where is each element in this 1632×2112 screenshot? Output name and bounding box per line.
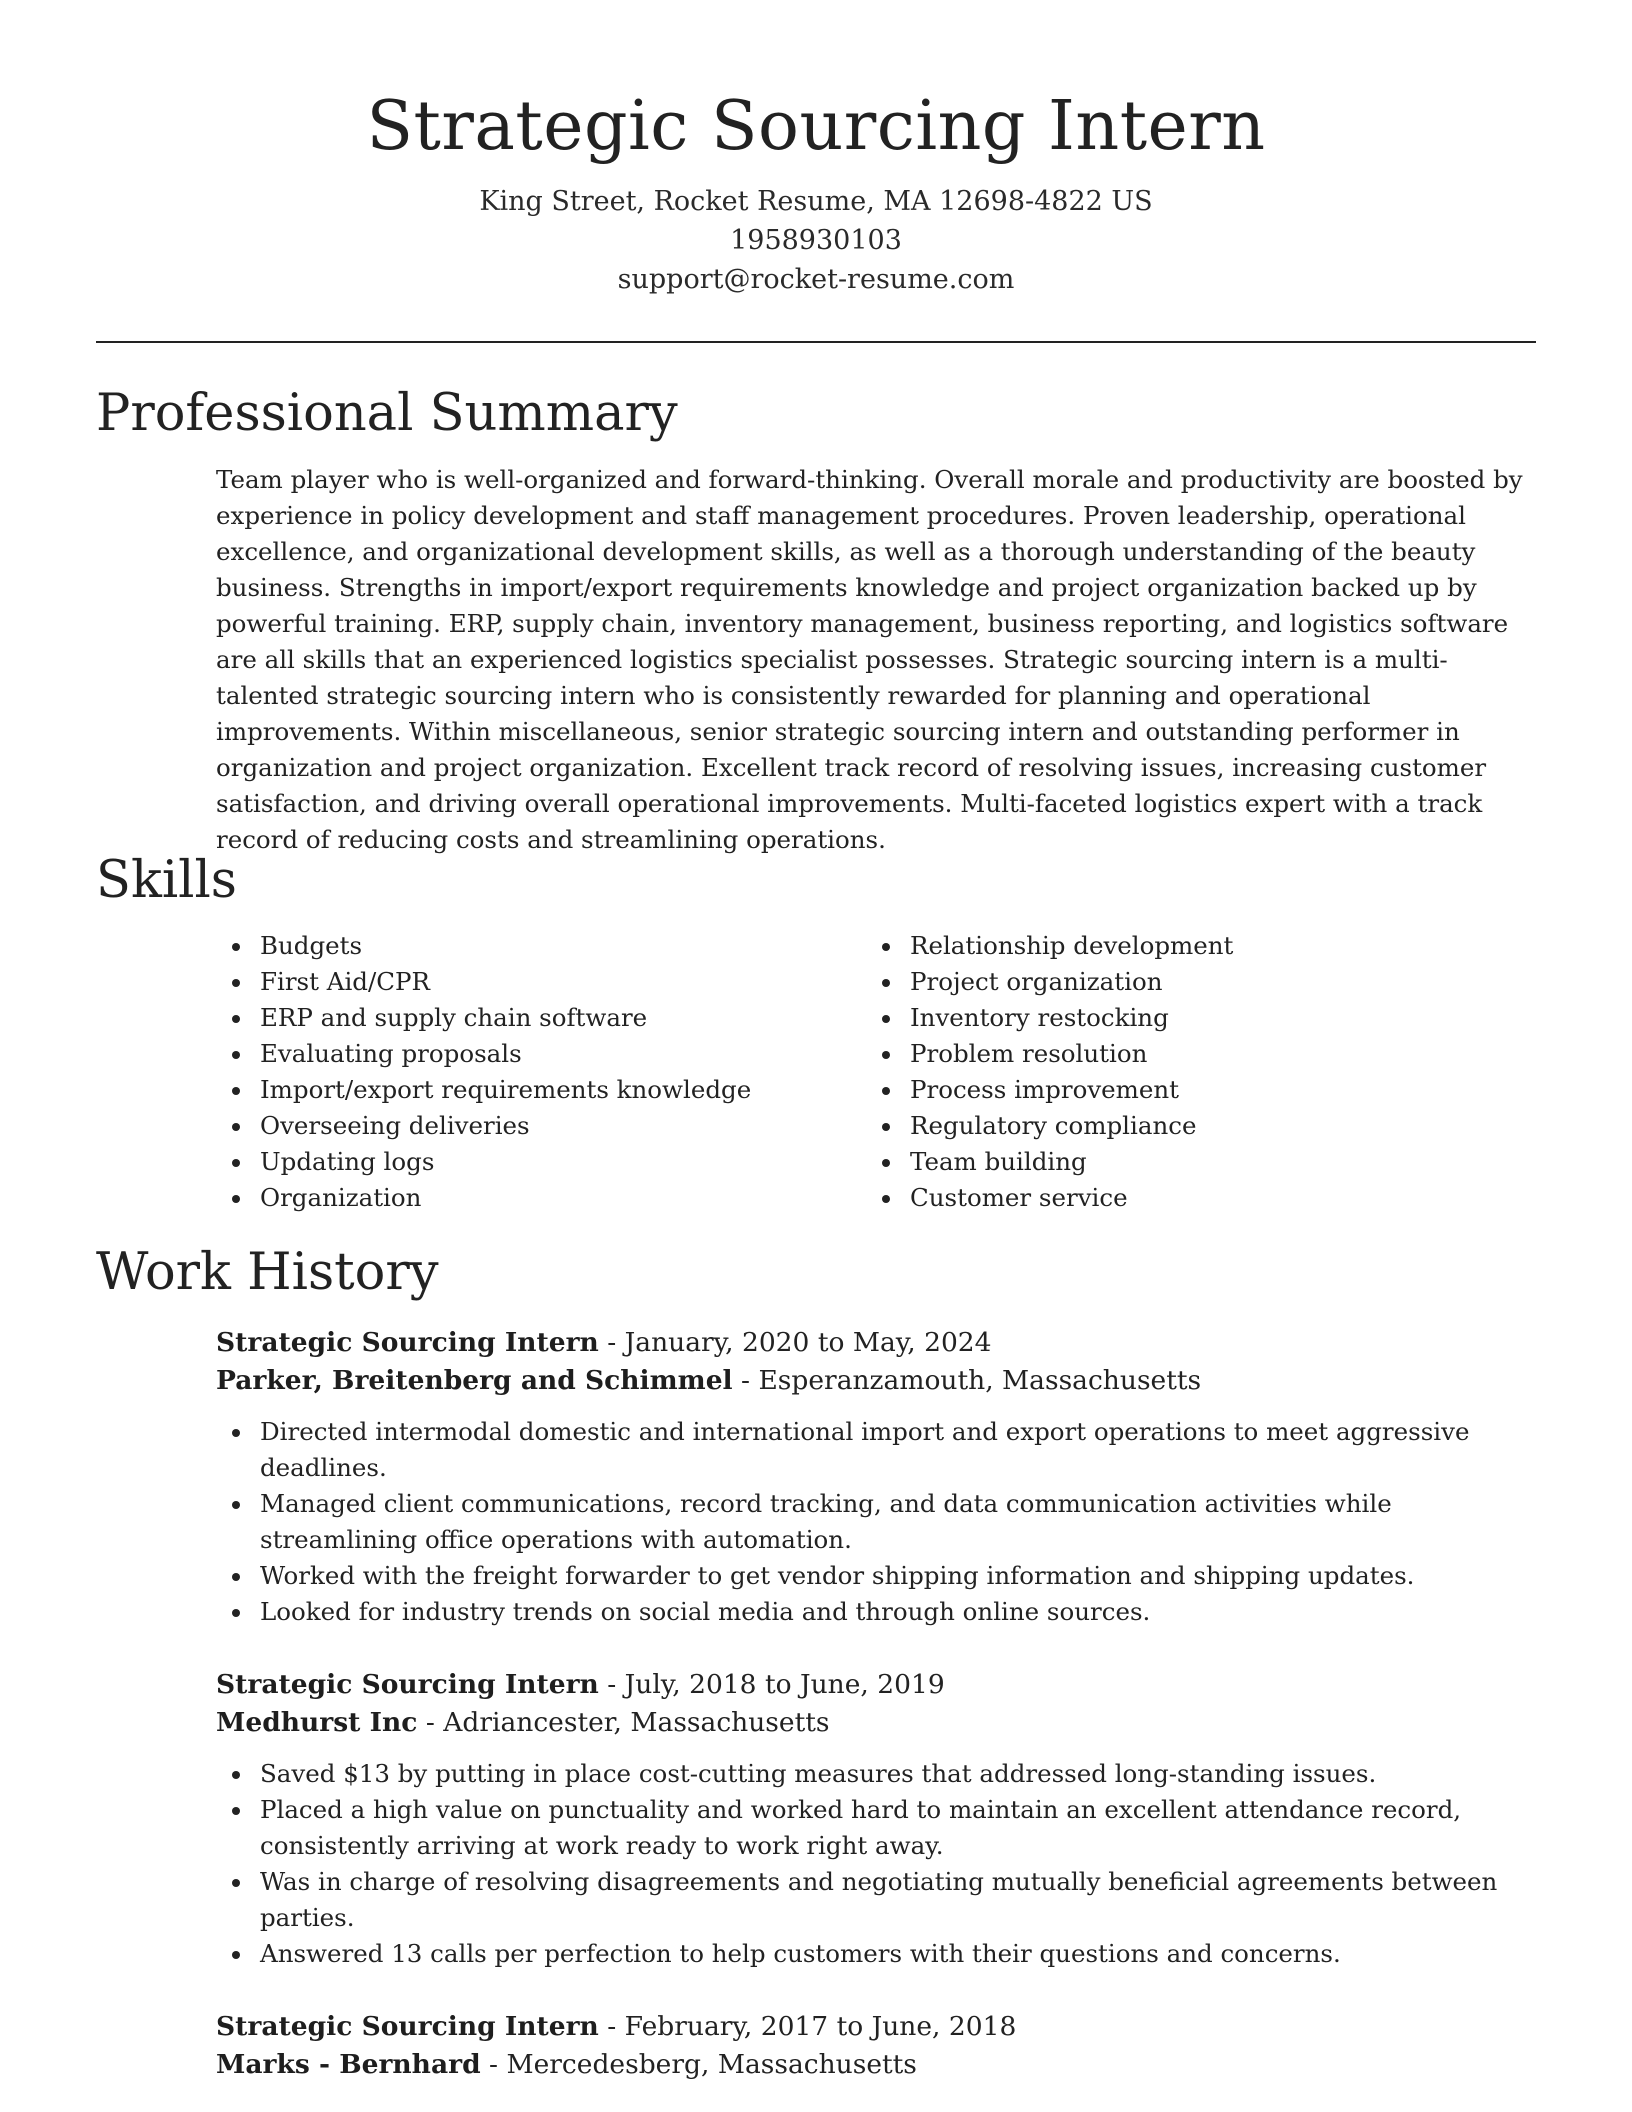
separator: - xyxy=(598,1669,625,1700)
job-company-line xyxy=(216,1362,1542,1400)
skill-item: Customer service xyxy=(910,1180,1486,1216)
skills-heading: Skills xyxy=(96,851,237,910)
separator: - xyxy=(480,2049,507,2080)
skill-item: First Aid/CPR xyxy=(260,964,836,1000)
separator: - xyxy=(732,1365,759,1396)
job-company-line xyxy=(216,2046,1542,2084)
phone: 1958930103 xyxy=(730,225,902,256)
address: King Street, Rocket Resume, MA 12698-4822 US xyxy=(479,186,1153,217)
summary-text: Team player who is well-organized and forward-thinking. Overall morale and productivity are boosted by experience in policy development and staff management procedures. Proven leadership, operational excellence, and organizational development skills, as well as a thorough understanding of the beauty business. Strengths in import/export requirements knowledge and project organization backed up by powerful training. ERP, supply chain, inventory management, business reporting, and logistics software are all skills that an experienced logistics specialist possesses. Strategic sourcing intern is a multi-talented strategic sourcing intern who is consistently rewarded for planning and operational improvements. Within miscellaneous, senior strategic sourcing intern and outstanding performer in organization and project organization. Excellent track record of resolving issues, increasing customer satisfaction, and driving overall operational improvements. Multi-faceted logistics expert with a track record of reducing costs and streamlining operations. xyxy=(216,465,1523,854)
job-bullet: Saved $13 by putting in place cost-cutting measures that addressed long-standing issues. xyxy=(260,1756,1542,1792)
job-company: Medhurst Inc xyxy=(216,1707,418,1738)
email: support@rocket-resume.com xyxy=(617,264,1015,295)
job-location: Mercedesberg, Massachusetts xyxy=(506,2049,917,2080)
job-title: Strategic Sourcing Intern xyxy=(216,1327,599,1358)
job-dates: February, 2017 to June, 2018 xyxy=(624,2011,1017,2042)
separator: - xyxy=(417,1707,444,1738)
skill-item: Relationship development xyxy=(910,928,1486,964)
job-bullet: Managed client communications, record tracking, and data communication activities while streamlining office operations with automation. xyxy=(260,1486,1542,1558)
job-dates: July, 2018 to June, 2019 xyxy=(624,1669,945,1700)
skill-item: Problem resolution xyxy=(910,1036,1486,1072)
job-title-line xyxy=(216,1666,1542,1704)
skill-item: Overseeing deliveries xyxy=(260,1108,836,1144)
job-title-line xyxy=(216,2008,1542,2046)
skill-item: Team building xyxy=(910,1144,1486,1180)
job-bullet: Placed a high value on punctuality and worked hard to maintain an excellent attendance record, consistently arriving at work ready to work right away. xyxy=(260,1792,1542,1864)
job-dates: January, 2020 to May, 2024 xyxy=(624,1327,992,1358)
resume-header xyxy=(96,84,1536,299)
candidate-name: Strategic Sourcing Intern xyxy=(366,87,1266,166)
header-divider xyxy=(96,341,1536,343)
job-bullet: Looked for industry trends on social media and through online sources. xyxy=(260,1594,1542,1630)
skill-item: Process improvement xyxy=(910,1072,1486,1108)
skills-list-right xyxy=(866,928,1486,1216)
job-entry xyxy=(216,1666,1542,1972)
skill-item: Project organization xyxy=(910,964,1486,1000)
skills-list-left xyxy=(216,928,836,1216)
summary-heading: Professional Summary xyxy=(96,384,678,443)
skill-item: ERP and supply chain software xyxy=(260,1000,836,1036)
skill-item: Evaluating proposals xyxy=(260,1036,836,1072)
job-company: Marks - Bernhard xyxy=(216,2049,481,2080)
job-company-line xyxy=(216,1704,1542,1742)
job-title: Strategic Sourcing Intern xyxy=(216,1669,599,1700)
skills-column-left xyxy=(216,928,836,1216)
job-bullet: Worked with the freight forwarder to get vendor shipping information and shipping updates. xyxy=(260,1558,1542,1594)
skill-item: Regulatory compliance xyxy=(910,1108,1486,1144)
skill-item: Budgets xyxy=(260,928,836,964)
job-location: Adriancester, Massachusetts xyxy=(443,1707,830,1738)
job-location: Esperanzamouth, Massachusetts xyxy=(758,1365,1202,1396)
work-history-heading: Work History xyxy=(96,1243,439,1302)
job-title: Strategic Sourcing Intern xyxy=(216,2011,599,2042)
job-company: Parker, Breitenberg and Schimmel xyxy=(216,1365,733,1396)
job-bullet: Was in charge of resolving disagreements and negotiating mutually beneficial agreements between parties. xyxy=(260,1864,1542,1936)
job-entry xyxy=(216,2008,1542,2084)
job-bullet: Answered 13 calls per perfection to help customers with their questions and concerns. xyxy=(260,1936,1542,1972)
skills-column-right xyxy=(866,928,1486,1216)
skill-item: Import/export requirements knowledge xyxy=(260,1072,836,1108)
skill-item: Organization xyxy=(260,1180,836,1216)
skill-item: Updating logs xyxy=(260,1144,836,1180)
job-entry xyxy=(216,1324,1542,1630)
job-bullets xyxy=(216,1414,1542,1630)
separator: - xyxy=(598,1327,625,1358)
job-bullets xyxy=(216,1756,1542,1972)
separator: - xyxy=(598,2011,625,2042)
job-title-line xyxy=(216,1324,1542,1362)
job-bullet: Directed intermodal domestic and international import and export operations to meet aggressive deadlines. xyxy=(260,1414,1542,1486)
skill-item: Inventory restocking xyxy=(910,1000,1486,1036)
